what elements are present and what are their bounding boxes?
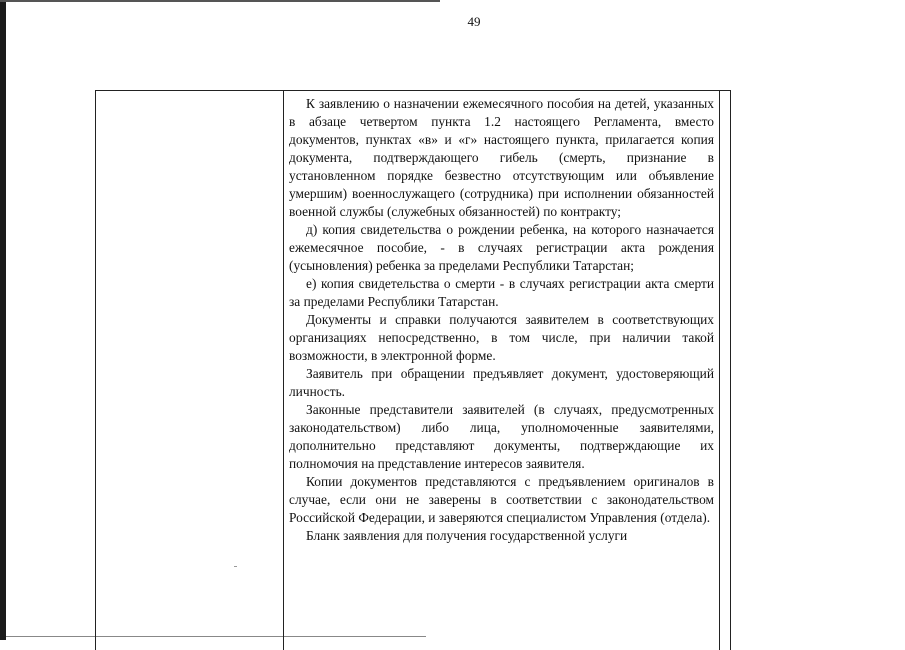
table-cell-text — [289, 95, 714, 545]
paragraph: Документы и справки получаются заявителем в соответствующих организациях непосредственно, в том числе, при наличии такой возможности, в электронной форме. — [289, 312, 714, 363]
paragraph: Заявитель при обращении предъявляет документ, удостоверяющий личность. — [289, 366, 714, 399]
scan-edge — [0, 0, 6, 640]
paragraph: Бланк заявления для получения государственной услуги — [306, 528, 628, 543]
scan-speck — [234, 566, 237, 567]
paragraph: е) копия свидетельства о смерти - в случаях регистрации акта смерти за пределами Республики Татарстан. — [289, 276, 714, 309]
paragraph: Законные представители заявителей (в случаях, предусмотренных законодательством) либо лица, уполномоченные заявителями, дополнительно представляют документы, подтверждающие их полномочия на представление интересов заявителя. — [289, 402, 714, 471]
column-divider-left — [283, 90, 284, 650]
paragraph: д) копия свидетельства о рождении ребенка, на которого назначается ежемесячное пособие, - в случаях регистрации акта рождения (усыновления) ребенка за пределами Республики Татарстан; — [289, 222, 714, 273]
scan-mark-top — [0, 0, 440, 2]
page-number: 49 — [467, 14, 481, 29]
paragraph: К заявлению о назначении ежемесячного пособия на детей, указанных в абзаце четвертом пункта 1.2 настоящего Регламента, вместо документов, пунктах «в» и «г» настоящего пункта, прилагается копия документа, подтверждающего гибель (смерть, признание в установленном порядке безвестно отсутствующим или объявление умершим) военнослужащего (сотрудника) при исполнении обязанностей военной службы (служебных обязанностей) по контракту; — [289, 96, 714, 219]
column-divider-right — [719, 90, 720, 650]
paragraph: Копии документов представляются с предъявлением оригиналов в случае, если они не заверены в соответствии с законодательством Российской Федерации, и заверяются специалистом Управления (отдела). — [289, 474, 714, 525]
